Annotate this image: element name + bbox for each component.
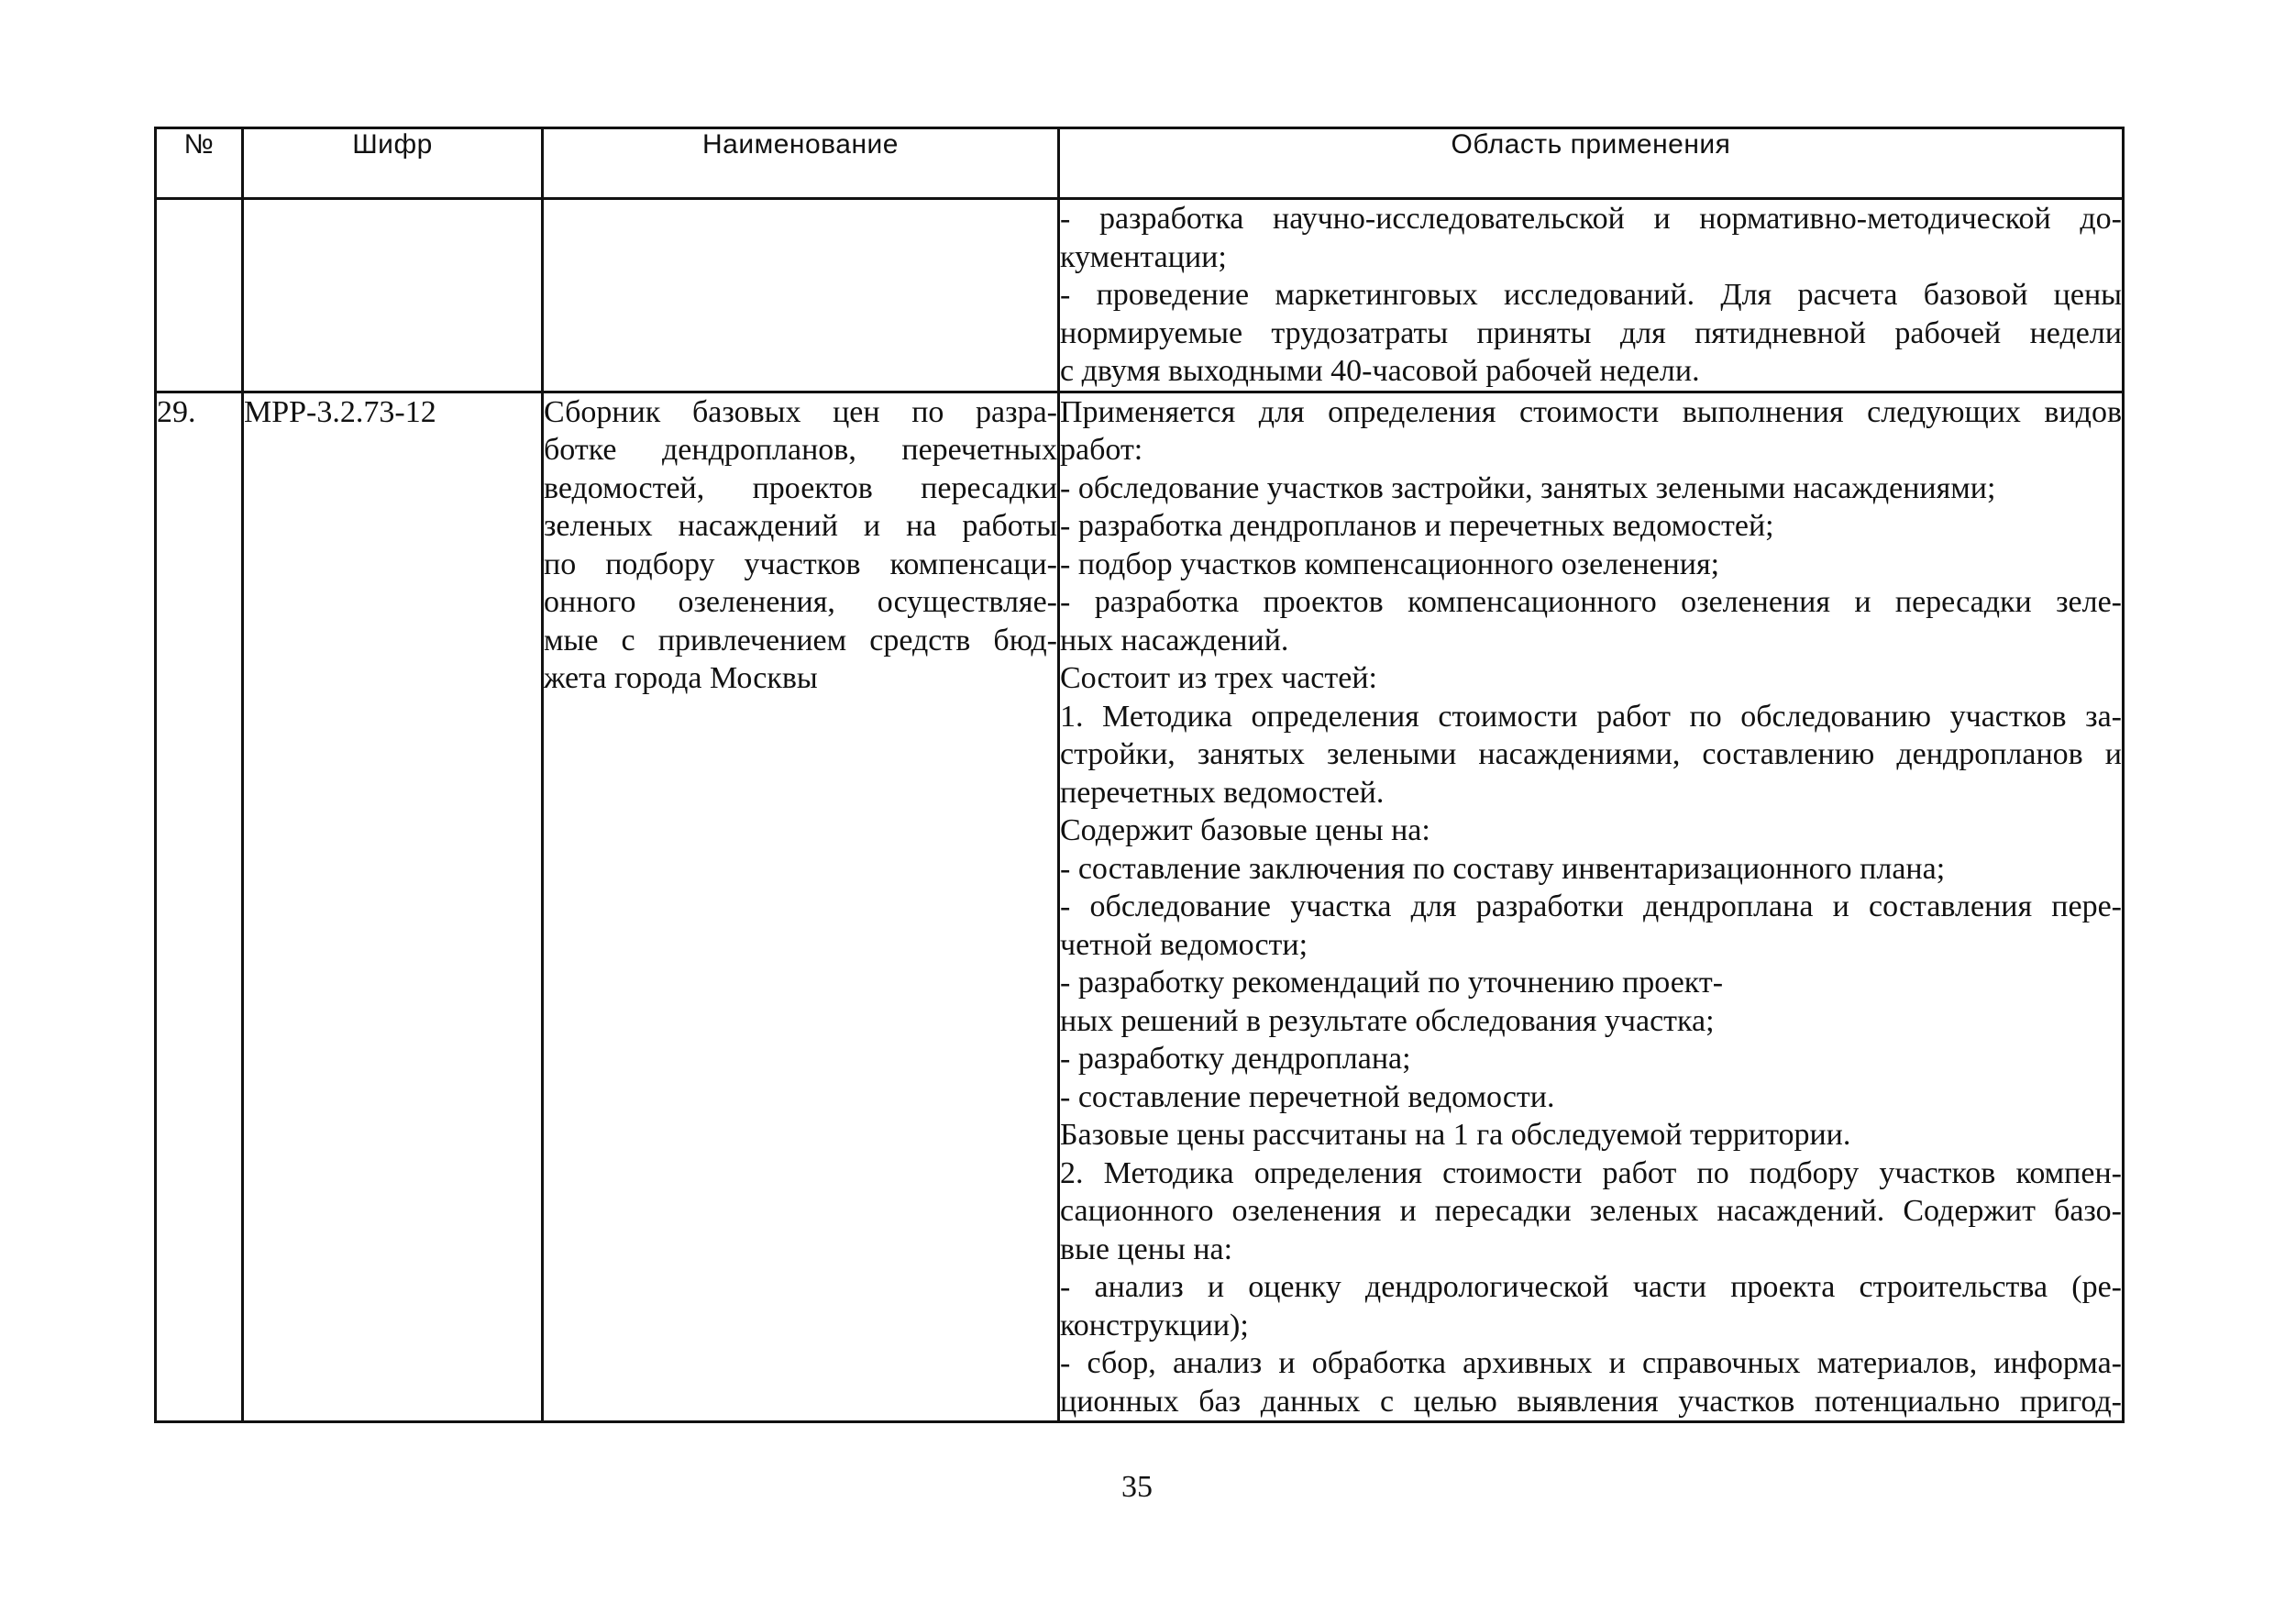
scope-line: нормируемые трудозатраты приняты для пятидневной рабочей недели (1060, 315, 2122, 350)
scope-line: с двумя выходными 40-часовой рабочей недели. (1060, 354, 1700, 388)
row-number-cell: 29. (156, 392, 243, 1422)
continued-name-cell (543, 199, 1059, 392)
name-line: зеленых насаждений и на работы (544, 509, 1057, 543)
page-number: 35 (1121, 1470, 1153, 1504)
scope-line: Состоит из трех частей: (1060, 661, 1377, 695)
scope-line: кументации; (1060, 239, 1227, 274)
name-line: по подбору участков компенсаци- (544, 547, 1057, 581)
table-row-29 (156, 392, 2124, 1422)
scope-line: - разработка проектов компенсационного озеленения и пересадки зеле- (1060, 585, 2122, 619)
registry-table (154, 127, 2125, 1423)
scope-line: - обследование участков застройки, занятых зелеными насаждениями; (1060, 470, 1996, 505)
scope-line: перечетных ведомостей. (1060, 775, 1385, 810)
scope-line: сационного озеленения и пересадки зеленых насаждений. Содержит базо- (1060, 1194, 2122, 1228)
scope-line: - обследование участка для разработки дендроплана и составления пере- (1060, 889, 2122, 923)
scope-line: 1. Методика определения стоимости работ по обследованию участков за- (1060, 699, 2122, 734)
scope-line: - анализ и оценку дендрологической части проекта строительства (ре- (1060, 1270, 2122, 1304)
header-scope: Область применения (1059, 128, 2124, 199)
name-line: ведомостей, проектов пересадки (544, 470, 1057, 505)
scope-line: Базовые цены рассчитаны на 1 га обследуемой территории. (1060, 1118, 1851, 1152)
scope-line: стройки, занятых зелеными насаждениями, составлению дендропланов и (1060, 737, 2122, 771)
name-line: мые с привлечением средств бюд- (544, 623, 1057, 657)
scope-line: 2. Методика определения стоимости работ по подбору участков компен- (1060, 1155, 2122, 1190)
name-line: ботке дендропланов, перечетных (544, 433, 1057, 467)
continued-scope-cell (1059, 199, 2124, 392)
scope-line: четной ведомости; (1060, 927, 1308, 962)
name-line: онного озеленения, осуществляе- (544, 585, 1057, 619)
scope-line: - составление перечетной ведомости. (1060, 1079, 1555, 1114)
scope-line: Содержит базовые цены на: (1060, 813, 1430, 847)
scope-line: ных насаждений. (1060, 623, 1289, 657)
scope-line: Применяется для определения стоимости выполнения следующих видов (1060, 394, 2122, 429)
continued-code-cell (243, 199, 543, 392)
row-code-cell: МРР-3.2.73-12 (243, 392, 543, 1422)
scope-line: - подбор участков компенсационного озеленения; (1060, 547, 1720, 581)
scope-line: вые цены на: (1060, 1232, 1233, 1266)
scope-line: - разработку рекомендаций по уточнению проект- (1060, 966, 1724, 1000)
scope-line: работ: (1060, 433, 1143, 467)
document-table-wrapper (154, 127, 2122, 1423)
table-header-row (156, 128, 2124, 199)
scope-line: - составление заключения по составу инвентаризационного плана; (1060, 851, 1946, 886)
table-row-continued (156, 199, 2124, 392)
name-line: Сборник базовых цен по разра- (544, 394, 1057, 429)
header-code: Шифр (243, 128, 543, 199)
scope-line: ционных баз данных с целью выявления участков потенциально пригод- (1060, 1384, 2122, 1419)
scope-line: - разработка научно-исследовательской и нормативно-методической до- (1060, 202, 2122, 236)
row-name-cell (543, 392, 1059, 1422)
row-scope-cell (1059, 392, 2124, 1422)
name-line: жета города Москвы (544, 661, 818, 695)
continued-number-cell (156, 199, 243, 392)
scope-line: - сбор, анализ и обработка архивных и справочных материалов, информа- (1060, 1346, 2122, 1380)
header-number: № (156, 128, 243, 199)
scope-line: - разработку дендроплана; (1060, 1042, 1411, 1076)
scope-line: ных решений в результате обследования участка; (1060, 1003, 1715, 1038)
scope-line: конструкции); (1060, 1308, 1249, 1342)
scope-line: - проведение маркетинговых исследований. Для расчета базовой цены (1060, 278, 2122, 312)
header-name: Наименование (543, 128, 1059, 199)
scope-line: - разработка дендропланов и перечетных ведомостей; (1060, 509, 1774, 543)
